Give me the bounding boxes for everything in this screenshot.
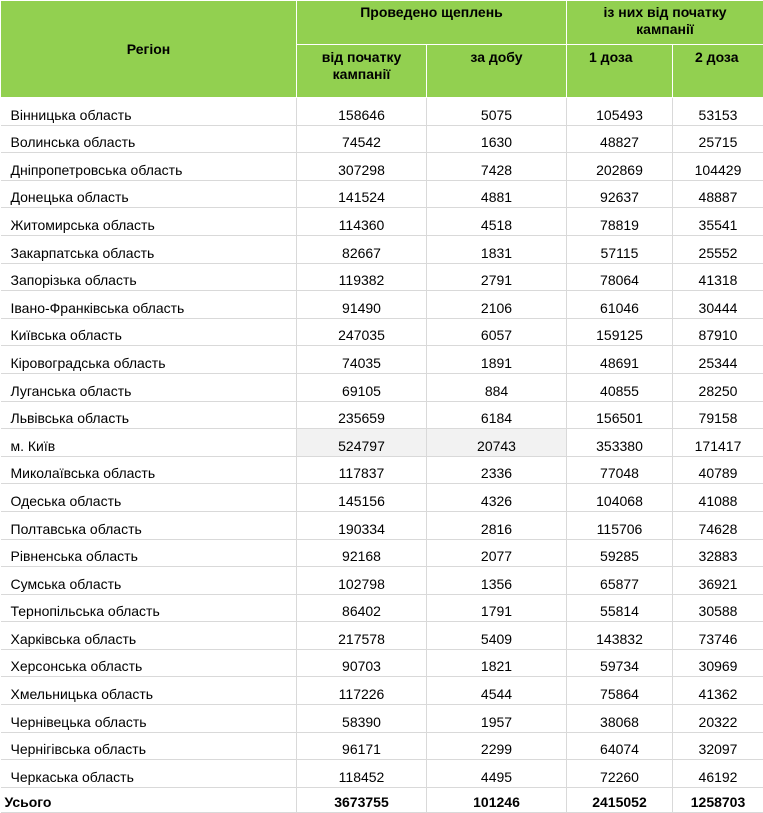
- since-start-cell: 158646: [297, 98, 427, 126]
- per-day-cell: 1957: [427, 705, 567, 733]
- region-cell: Львівська область: [1, 401, 297, 429]
- region-cell: Волинська область: [1, 125, 297, 153]
- table-row: [1, 346, 763, 374]
- per-day-cell: 1831: [427, 235, 567, 263]
- dose1-cell: 202869: [567, 153, 673, 181]
- per-day-cell: 1356: [427, 567, 567, 595]
- header-group-vaccinations: Проведено щеплень: [297, 1, 567, 45]
- region-cell: Донецька область: [1, 180, 297, 208]
- per-day-cell: 6184: [427, 401, 567, 429]
- per-day-cell: 2106: [427, 291, 567, 319]
- dose2-cell: 53153: [673, 98, 763, 126]
- dose1-cell: 92637: [567, 180, 673, 208]
- dose1-cell: 65877: [567, 567, 673, 595]
- dose2-cell: 25552: [673, 235, 763, 263]
- dose1-cell: 143832: [567, 622, 673, 650]
- since-start-cell: 82667: [297, 235, 427, 263]
- table-row: [1, 153, 763, 181]
- dose2-cell: 32097: [673, 732, 763, 760]
- dose2-cell: 74628: [673, 511, 763, 539]
- dose2-cell: 73746: [673, 622, 763, 650]
- region-cell: Сумська область: [1, 567, 297, 595]
- table-row: [1, 649, 763, 677]
- per-day-cell: 20743: [427, 429, 567, 457]
- dose1-cell: 57115: [567, 235, 673, 263]
- total-row: [1, 787, 763, 812]
- since-start-cell: 91490: [297, 291, 427, 319]
- since-start-cell: 74542: [297, 125, 427, 153]
- total-dose2: 1258703: [673, 787, 763, 812]
- table-row: [1, 263, 763, 291]
- table-row: [1, 98, 763, 126]
- region-cell: Житомирська область: [1, 208, 297, 236]
- per-day-cell: 4495: [427, 760, 567, 788]
- since-start-cell: 90703: [297, 649, 427, 677]
- since-start-cell: 235659: [297, 401, 427, 429]
- table-header: [1, 1, 763, 98]
- region-cell: Тернопільська область: [1, 594, 297, 622]
- region-cell: Запорізька область: [1, 263, 297, 291]
- table-row: [1, 732, 763, 760]
- dose2-cell: 40789: [673, 456, 763, 484]
- dose1-cell: 59285: [567, 539, 673, 567]
- dose2-cell: 32883: [673, 539, 763, 567]
- dose2-cell: 25715: [673, 125, 763, 153]
- region-cell: м. Київ: [1, 429, 297, 457]
- per-day-cell: 1821: [427, 649, 567, 677]
- header-region: Регіон: [1, 1, 297, 98]
- total-since-start: 3673755: [297, 787, 427, 812]
- table-row: [1, 539, 763, 567]
- total-label: Усього: [1, 787, 297, 812]
- since-start-cell: 247035: [297, 318, 427, 346]
- per-day-cell: 2299: [427, 732, 567, 760]
- table-row: [1, 125, 763, 153]
- region-cell: Дніпропетровська область: [1, 153, 297, 181]
- since-start-cell: 86402: [297, 594, 427, 622]
- per-day-cell: 2791: [427, 263, 567, 291]
- table-body: [1, 98, 763, 813]
- total-dose1: 2415052: [567, 787, 673, 812]
- table-row: [1, 760, 763, 788]
- region-cell: Харківська область: [1, 622, 297, 650]
- per-day-cell: 884: [427, 373, 567, 401]
- dose2-cell: 171417: [673, 429, 763, 457]
- region-cell: Херсонська область: [1, 649, 297, 677]
- per-day-cell: 4326: [427, 484, 567, 512]
- region-cell: Київська область: [1, 318, 297, 346]
- dose1-cell: 40855: [567, 373, 673, 401]
- dose1-cell: 156501: [567, 401, 673, 429]
- per-day-cell: 5075: [427, 98, 567, 126]
- header-dose1: 1 доза: [567, 45, 673, 98]
- per-day-cell: 4544: [427, 677, 567, 705]
- per-day-cell: 4518: [427, 208, 567, 236]
- dose1-cell: 77048: [567, 456, 673, 484]
- table-row: [1, 401, 763, 429]
- per-day-cell: 4881: [427, 180, 567, 208]
- dose1-cell: 64074: [567, 732, 673, 760]
- table-row: [1, 208, 763, 236]
- region-cell: Чернівецька область: [1, 705, 297, 733]
- per-day-cell: 5409: [427, 622, 567, 650]
- table-row: [1, 291, 763, 319]
- dose1-cell: 78819: [567, 208, 673, 236]
- dose1-cell: 105493: [567, 98, 673, 126]
- table-row: [1, 180, 763, 208]
- region-cell: Черкаська область: [1, 760, 297, 788]
- dose2-cell: 79158: [673, 401, 763, 429]
- dose1-cell: 115706: [567, 511, 673, 539]
- header-since-start: від початку кампанії: [297, 45, 427, 98]
- dose1-cell: 55814: [567, 594, 673, 622]
- since-start-cell: 307298: [297, 153, 427, 181]
- since-start-cell: 58390: [297, 705, 427, 733]
- dose1-cell: 59734: [567, 649, 673, 677]
- dose1-cell: 159125: [567, 318, 673, 346]
- dose2-cell: 36921: [673, 567, 763, 595]
- since-start-cell: 69105: [297, 373, 427, 401]
- per-day-cell: 1630: [427, 125, 567, 153]
- region-cell: Одеська область: [1, 484, 297, 512]
- dose2-cell: 87910: [673, 318, 763, 346]
- header-per-day: за добу: [427, 45, 567, 98]
- per-day-cell: 7428: [427, 153, 567, 181]
- dose1-cell: 38068: [567, 705, 673, 733]
- region-cell: Луганська область: [1, 373, 297, 401]
- dose1-cell: 353380: [567, 429, 673, 457]
- table-row: [1, 511, 763, 539]
- region-cell: Миколаївська область: [1, 456, 297, 484]
- dose2-cell: 30588: [673, 594, 763, 622]
- dose1-cell: 48827: [567, 125, 673, 153]
- table-row: [1, 318, 763, 346]
- region-cell: Вінницька область: [1, 98, 297, 126]
- dose1-cell: 78064: [567, 263, 673, 291]
- region-cell: Хмельницька область: [1, 677, 297, 705]
- since-start-cell: 119382: [297, 263, 427, 291]
- dose2-cell: 48887: [673, 180, 763, 208]
- table-row: [1, 235, 763, 263]
- dose2-cell: 30969: [673, 649, 763, 677]
- since-start-cell: 145156: [297, 484, 427, 512]
- since-start-cell: 114360: [297, 208, 427, 236]
- since-start-cell: 217578: [297, 622, 427, 650]
- header-group-since-start: із них від початку кампанії: [567, 1, 763, 45]
- table-row: [1, 484, 763, 512]
- since-start-cell: 117226: [297, 677, 427, 705]
- per-day-cell: 6057: [427, 318, 567, 346]
- dose2-cell: 30444: [673, 291, 763, 319]
- table-row: [1, 373, 763, 401]
- since-start-cell: 92168: [297, 539, 427, 567]
- per-day-cell: 2816: [427, 511, 567, 539]
- dose2-cell: 41318: [673, 263, 763, 291]
- per-day-cell: 2336: [427, 456, 567, 484]
- region-cell: Полтавська область: [1, 511, 297, 539]
- dose1-cell: 75864: [567, 677, 673, 705]
- table-row: [1, 456, 763, 484]
- dose1-cell: 61046: [567, 291, 673, 319]
- table-row: [1, 429, 763, 457]
- since-start-cell: 102798: [297, 567, 427, 595]
- header-dose2: 2 доза: [673, 45, 763, 98]
- table-row: [1, 622, 763, 650]
- region-cell: Закарпатська область: [1, 235, 297, 263]
- region-cell: Чернігівська область: [1, 732, 297, 760]
- dose2-cell: 46192: [673, 760, 763, 788]
- dose2-cell: 28250: [673, 373, 763, 401]
- region-cell: Рівненська область: [1, 539, 297, 567]
- dose1-cell: 48691: [567, 346, 673, 374]
- per-day-cell: 1791: [427, 594, 567, 622]
- table-row: [1, 677, 763, 705]
- dose2-cell: 104429: [673, 153, 763, 181]
- dose2-cell: 20322: [673, 705, 763, 733]
- since-start-cell: 118452: [297, 760, 427, 788]
- region-cell: Івано-Франківська область: [1, 291, 297, 319]
- since-start-cell: 74035: [297, 346, 427, 374]
- per-day-cell: 2077: [427, 539, 567, 567]
- dose1-cell: 104068: [567, 484, 673, 512]
- dose2-cell: 35541: [673, 208, 763, 236]
- since-start-cell: 141524: [297, 180, 427, 208]
- dose1-cell: 72260: [567, 760, 673, 788]
- since-start-cell: 524797: [297, 429, 427, 457]
- dose2-cell: 41088: [673, 484, 763, 512]
- per-day-cell: 1891: [427, 346, 567, 374]
- dose2-cell: 41362: [673, 677, 763, 705]
- since-start-cell: 96171: [297, 732, 427, 760]
- table-row: [1, 567, 763, 595]
- total-per-day: 101246: [427, 787, 567, 812]
- region-cell: Кіровоградська область: [1, 346, 297, 374]
- table-row: [1, 594, 763, 622]
- dose2-cell: 25344: [673, 346, 763, 374]
- since-start-cell: 117837: [297, 456, 427, 484]
- table-row: [1, 705, 763, 733]
- since-start-cell: 190334: [297, 511, 427, 539]
